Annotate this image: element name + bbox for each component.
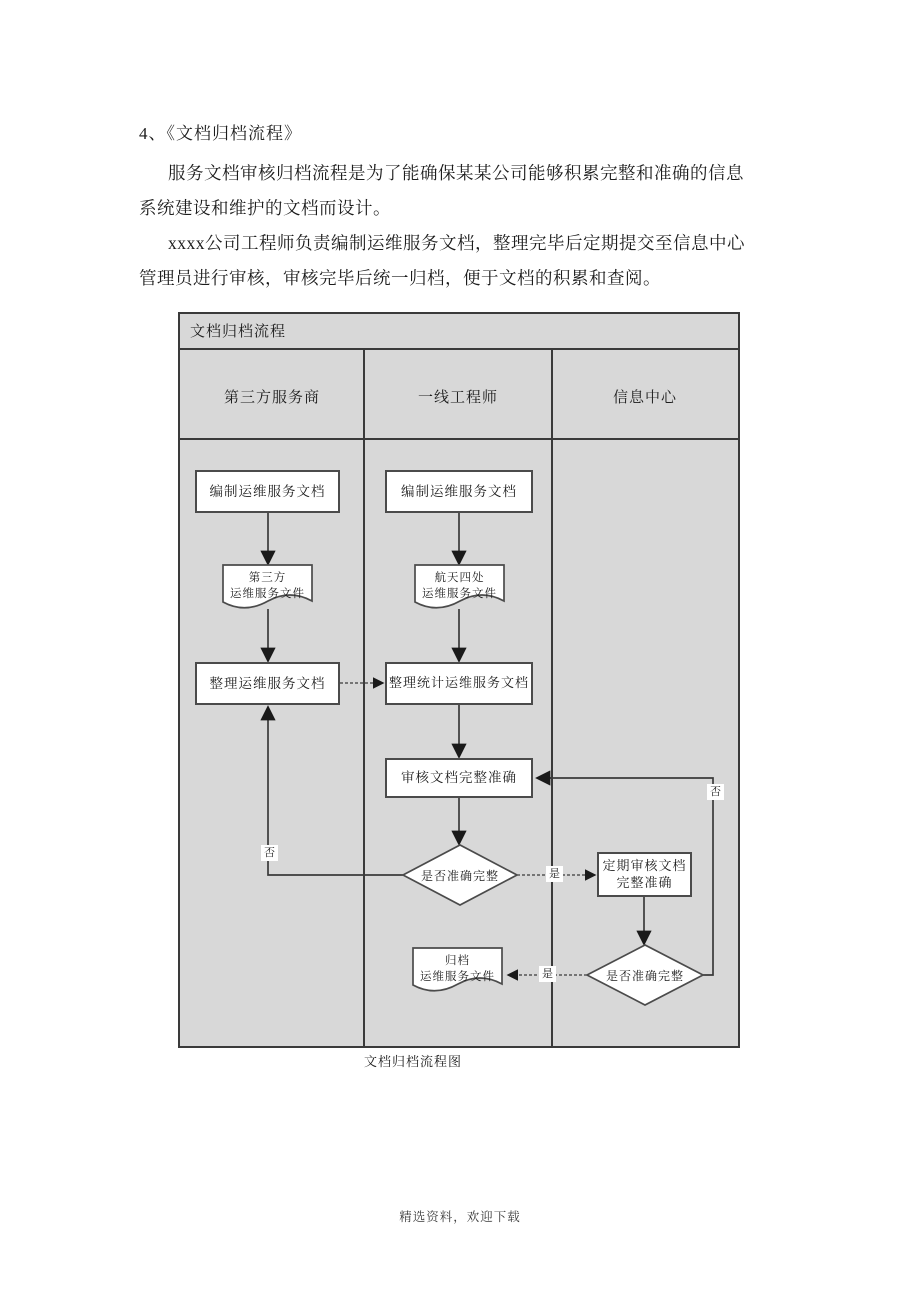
flowchart-frame <box>178 312 740 1048</box>
doc-line1: 第三方 <box>248 572 287 584</box>
lane-header-info-center: 信息中心 <box>612 389 677 406</box>
node-label-line1: 定期审核文档 <box>602 857 687 873</box>
doc-line1: 航天四处 <box>434 572 485 584</box>
lane-header-engineer: 一线工程师 <box>417 389 498 406</box>
paragraph-line: xxxx公司工程师负责编制运维服务文档，整理完毕后定期提交至信息中心 <box>168 233 745 253</box>
node-label: 整理运维服务文档 <box>209 675 326 691</box>
flowchart-title: 文档归档流程 <box>180 314 738 350</box>
label-yes-2: 是 <box>539 966 556 982</box>
document-shape-engineer <box>415 565 504 608</box>
decision-diamond-2 <box>587 945 703 1005</box>
paragraph-line: 管理员进行审核，审核完毕后统一归档，便于文档的积累和查阅。 <box>139 268 661 288</box>
node-organize-docs-vendor <box>195 662 340 705</box>
document-shape-archive <box>413 948 502 991</box>
document-shape-vendor <box>223 565 312 608</box>
feedback-no-to-organize-vendor <box>268 707 403 875</box>
node-label: 编制运维服务文档 <box>401 483 517 499</box>
label-no-1: 否 <box>261 845 278 861</box>
label-no-2: 否 <box>707 784 724 800</box>
node-organize-stats-docs <box>385 662 533 705</box>
doc-line2: 运维服务文件 <box>230 587 305 600</box>
node-compile-docs-vendor <box>195 470 340 513</box>
doc-line2: 运维服务文件 <box>420 970 495 983</box>
decision2-text: 是否准确完整 <box>605 968 684 983</box>
figure-caption: 文档归档流程图 <box>364 1054 463 1069</box>
node-label: 编制运维服务文档 <box>209 483 326 499</box>
node-label: 整理统计运维服务文档 <box>388 675 529 691</box>
node-label-line2: 完整准确 <box>616 874 673 890</box>
paragraph-line: 系统建设和维护的文档而设计。 <box>139 198 391 218</box>
decision1-text: 是否准确完整 <box>420 868 499 883</box>
paragraph-line: 服务文档审核归档流程是为了能确保某某公司能够积累完整和准确的信息 <box>168 163 744 183</box>
page-footer: 精选资料，欢迎下载 <box>399 1210 521 1224</box>
node-compile-docs-engineer <box>385 470 533 513</box>
label-yes-1: 是 <box>546 866 563 882</box>
section-heading: 4、《文档归档流程》 <box>139 124 302 143</box>
node-periodic-review <box>597 852 692 897</box>
decision-diamond-1 <box>403 845 517 905</box>
doc-line2: 运维服务文件 <box>422 587 497 600</box>
node-review-docs <box>385 758 533 798</box>
node-label: 审核文档完整准确 <box>401 770 517 786</box>
doc-line1: 归档 <box>445 955 470 967</box>
lane-header-vendor: 第三方服务商 <box>223 389 320 406</box>
